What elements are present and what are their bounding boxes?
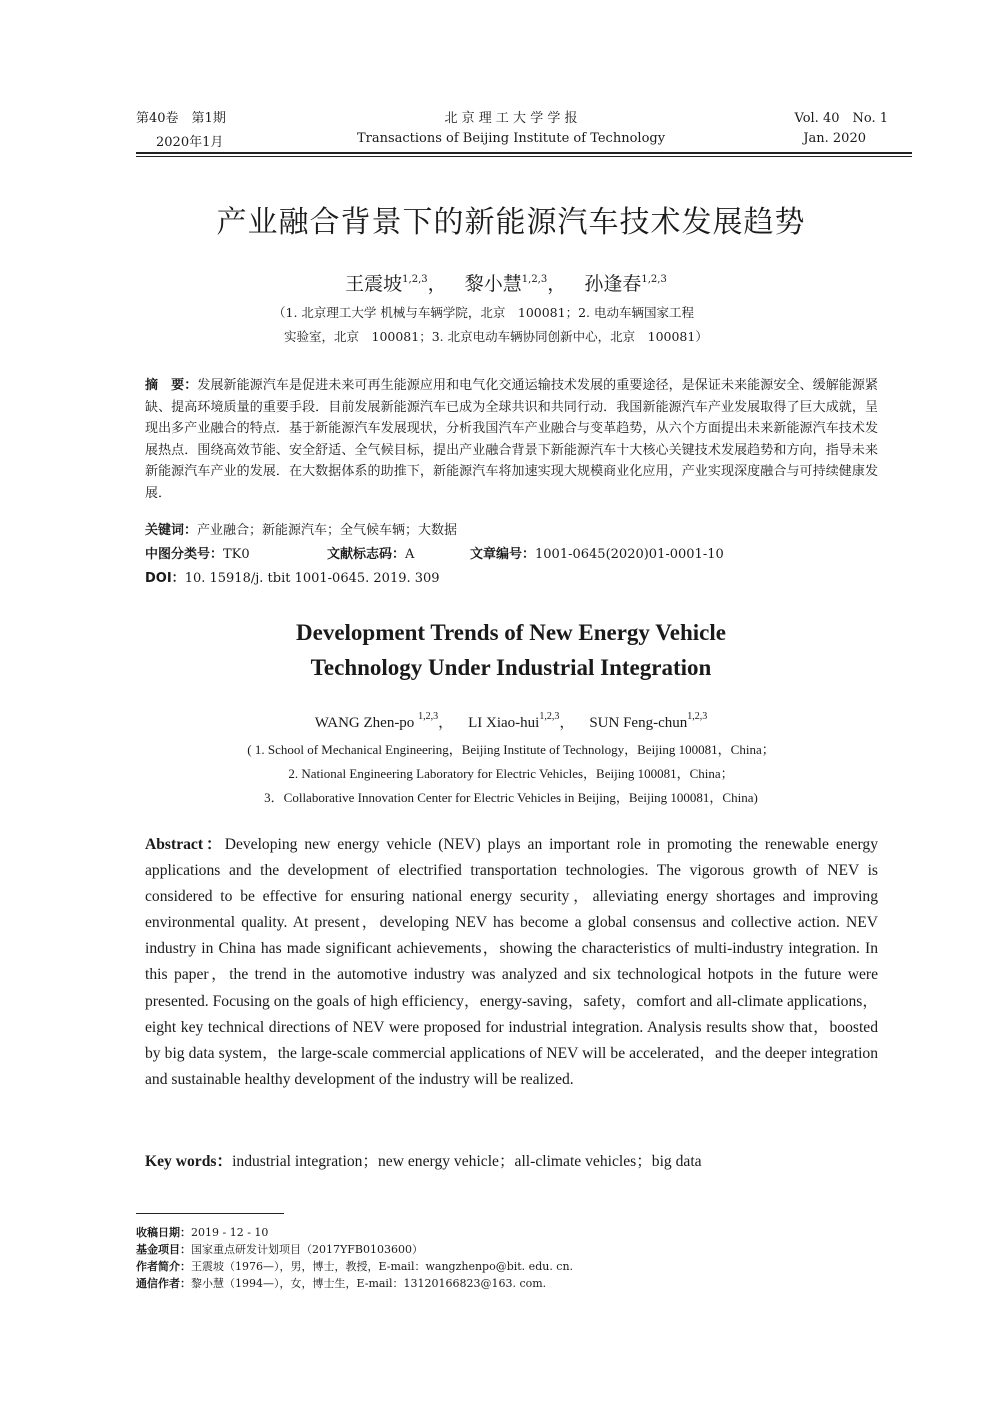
article-number bbox=[470, 543, 724, 562]
keywords-en bbox=[145, 1149, 702, 1171]
volume-issue-cn: 第40卷 第1期 bbox=[136, 111, 226, 126]
title-en-line2: Technology Under Industrial Integration bbox=[310, 655, 712, 680]
author-en: LI Xiao-hui bbox=[468, 715, 540, 731]
keywords-en-text: industrial integration；new energy vehicle；all-climate vehicles；big data bbox=[232, 1153, 702, 1170]
clc-value: TK0 bbox=[223, 547, 250, 562]
author-affil-sup: 1,2,3 bbox=[402, 274, 428, 285]
author-separator: ， bbox=[438, 715, 454, 731]
volume-issue-en: Vol. 40 No. 1 bbox=[794, 111, 888, 126]
footnote-label: 收稿日期： bbox=[136, 1226, 191, 1239]
title-cn: 产业融合背景下的新能源汽车技术发展趋势 bbox=[216, 205, 806, 240]
affiliation-cn-line1: （1. 北京理工大学 机械与车辆学院，北京 100081；2. 电动车辆国家工程 bbox=[273, 305, 694, 320]
authors-en bbox=[0, 711, 992, 732]
affiliation-en-line1: ( 1. School of Mechanical Engineering，Beijing Institute of Technology，Beijing 100081，China； bbox=[247, 742, 775, 757]
author-separator: ， bbox=[427, 273, 447, 295]
keywords-en-label: Key words： bbox=[145, 1153, 233, 1170]
article-number-label: 文章编号： bbox=[470, 547, 536, 562]
footnote-text: 2019 - 12 - 10 bbox=[191, 1226, 269, 1239]
journal-name-cn: 北 京 理 工 大 学 学 报 bbox=[444, 111, 578, 126]
author-en: WANG Zhen-po bbox=[314, 715, 415, 731]
footnote-rule bbox=[136, 1213, 284, 1214]
header-rule-thin bbox=[136, 156, 912, 157]
doc-code-value: A bbox=[405, 547, 415, 562]
header-rule-thick bbox=[136, 152, 912, 154]
author-cn: 王震坡 bbox=[345, 273, 403, 295]
footnote-author-bio bbox=[136, 1258, 573, 1274]
abstract-cn-text: 发展新能源汽车是促进未来可再生能源应用和电气化交通运输技术发展的重要途径，是保证未来能源安全、缓解能源紧缺、提高环境质量的重要手段．目前发展新能源汽车已成为全球共识和共同行动．我国新能源汽车产业发展取得了巨大成就，呈现出多产业融合的特点．基于新能源汽车发展现状，分析我国汽车产业融合与变革趋势，从六个方面提出未来新能源汽车技术发展热点．围绕高效节能、安全舒适、全气候目标，提出产业融合背景下新能源汽车十大核心关键技术发展趋势和方向，指导未来新能源汽车产业的发展．在大数据体系的助推下，新能源汽车将加速实现大规模商业化应用，产业实现深度融合与可持续健康发展． bbox=[145, 378, 878, 501]
keywords-cn-text: 产业融合；新能源汽车；全气候车辆；大数据 bbox=[197, 523, 458, 538]
footnote-label: 通信作者： bbox=[136, 1277, 191, 1290]
affiliation-en-line2: 2. National Engineering Laboratory for Electric Vehicles，Beijing 100081，China； bbox=[288, 766, 734, 781]
abstract-en-label: Abstract： bbox=[145, 836, 225, 853]
author-cn: 黎小慧 bbox=[464, 273, 522, 295]
title-en bbox=[0, 615, 992, 685]
footnote-text: 王震坡（1976—），男，博士，教授，E-mail：wangzhenpo@bit. edu. cn. bbox=[191, 1260, 574, 1273]
author-affil-sup: 1,2,3 bbox=[641, 274, 667, 285]
classification-row bbox=[145, 543, 250, 562]
footnote-funding bbox=[136, 1241, 423, 1257]
footnote-received bbox=[136, 1224, 268, 1240]
footnote-label: 作者简介： bbox=[136, 1260, 191, 1273]
author-cn: 孙逢春 bbox=[584, 273, 642, 295]
author-separator: ， bbox=[547, 273, 567, 295]
article-number-value: 1001-0645(2020)01-0001-10 bbox=[535, 547, 724, 562]
doi bbox=[145, 567, 440, 586]
author-affil-sup: 1,2,3 bbox=[539, 711, 560, 722]
doi-label: DOI： bbox=[145, 571, 185, 586]
doc-code bbox=[327, 543, 414, 562]
date-cn: 2020年1月 bbox=[156, 135, 224, 150]
footnote-corresponding bbox=[136, 1275, 546, 1291]
affiliation-en-line3: 3．Collaborative Innovation Center for Electric Vehicles in Beijing，Beijing 100081，China) bbox=[264, 790, 758, 805]
author-separator: ， bbox=[559, 715, 575, 731]
author-affil-sup: 1,2,3 bbox=[521, 274, 548, 285]
author-affil-sup: 1,2,3 bbox=[418, 711, 439, 722]
footnote-text: 黎小慧（1994—），女，博士生，E-mail：13120166823@163. com. bbox=[191, 1277, 547, 1290]
title-en-line1: Development Trends of New Energy Vehicle bbox=[296, 620, 726, 645]
journal-name-en: Transactions of Beijing Institute of Technology bbox=[356, 131, 666, 146]
abstract-en-text: Developing new energy vehicle (NEV) plays an important role in promoting the renewable energy applications and the development of electrified transportation technologies. The vigorous growth of NEV is considered to be effective for ensuring national energy security，alleviating energy shortages and improving environmental quality. At present，developing NEV has become a global consensus and collective action. NEV industry in China has made significant achievements，showing the characteristics of multi-industry integration. In this paper，the trend in the automotive industry was analyzed and six technological hotpots in the future were presented. Focusing on the goals of high efficiency，energy-saving，safety，comfort and all-climate applications，eight key technical directions of NEV were proposed for industrial integration. Analysis results show that，boosted by big data system，the large-scale commercial applications of NEV will be accelerated，and the deeper integration and sustainable healthy development of the industry will be realized. bbox=[145, 836, 878, 1088]
author-en: SUN Feng-chun bbox=[589, 715, 688, 731]
abstract-cn bbox=[145, 375, 878, 504]
keywords-cn bbox=[145, 519, 457, 538]
clc-label: 中图分类号： bbox=[145, 547, 224, 562]
keywords-cn-label: 关键词： bbox=[145, 523, 198, 538]
footnote-label: 基金项目： bbox=[136, 1243, 191, 1256]
doc-code-label: 文献标志码： bbox=[327, 547, 406, 562]
date-en: Jan. 2020 bbox=[803, 131, 866, 146]
affiliation-cn-line2: 实验室，北京 100081；3. 北京电动车辆协同创新中心，北京 100081） bbox=[284, 329, 708, 344]
footnote-text: 国家重点研发计划项目（2017YFB0103600） bbox=[191, 1243, 423, 1256]
abstract-en bbox=[145, 832, 878, 1093]
abstract-cn-label: 摘 要： bbox=[145, 378, 198, 393]
author-affil-sup: 1,2,3 bbox=[687, 711, 708, 722]
authors-cn bbox=[0, 269, 992, 296]
doi-value: 10. 15918/j. tbit 1001-0645. 2019. 309 bbox=[184, 571, 440, 586]
